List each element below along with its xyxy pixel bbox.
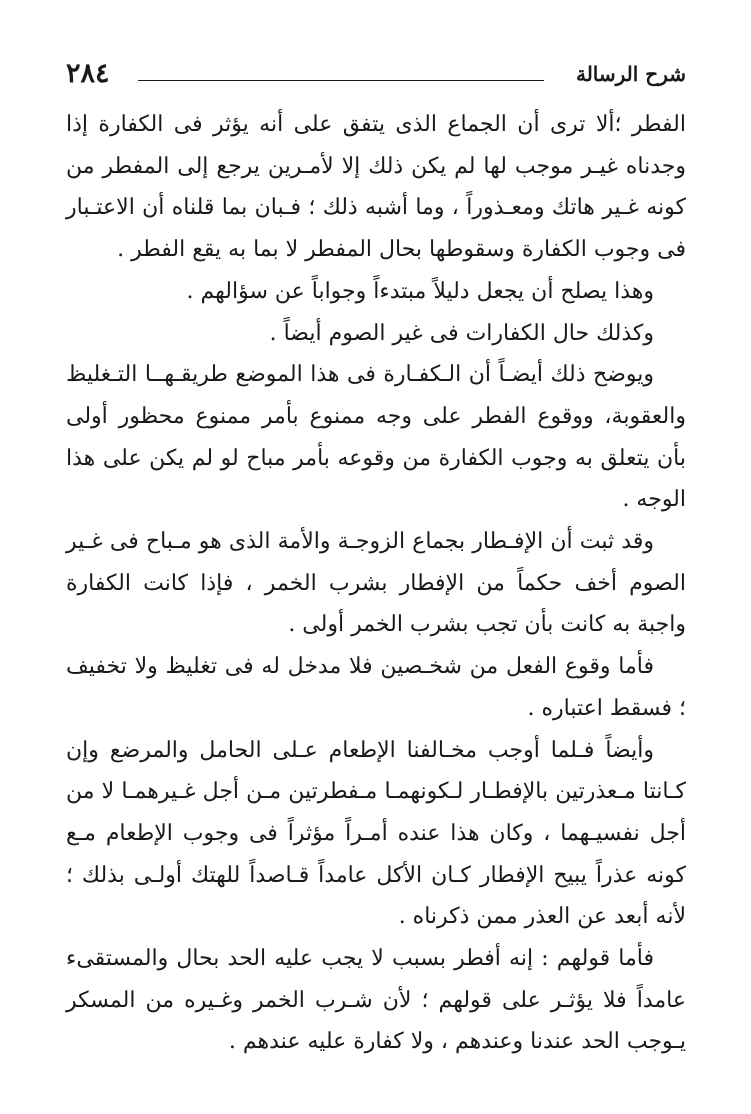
- page-number: ٢٨٤: [66, 58, 110, 89]
- paragraph-5: وقد ثبت أن الإفـطار بجماع الزوجـة والأمة الذى هو مـباح فى غـير الصوم أخف حكماً من الإفطار بشرب الخمر ، فإذا كانت الكفارة واجبة به كانت بأن تجب بشرب الخمر أولى .: [66, 529, 686, 638]
- paragraph-6: فأما وقوع الفعل من شخـصين فلا مدخل له فى تغليظ ولا تخفيف ؛ فسقط اعتباره .: [66, 654, 686, 721]
- paragraph-7: وأيضاً فـلما أوجب مخـالفنا الإطعام عـلى الحامل والمرضع وإن كـانتا مـعذرتين بالإفطـار لـكونهمـا مـفطرتين مـن أجل غـيرهمـا لا من أجل نفسيـهما ، وكان هذا عنده أمـراً مؤثراً فى وجوب الإطعام مـع كونه عذراً يبيح الإفطار كـان الأكل عامداً قـاصداً للهتك أولـى بذلك ؛لأنه أبعد عن العذر ممن ذكرناه .: [66, 737, 686, 930]
- running-title: شرح الرسالة: [575, 62, 686, 86]
- paragraph-4: ويوضح ذلك أيضـاً أن الـكفـارة فى هذا الموضع طريقـهــا التـغليظ والعقوبة، ووقوع الفطر على وجه ممنوع بأمر ممنوع محظور أولى بأن يتعلق به وجوب الكفارة من وقوعه بأمر مباح لو لم يكن على هذا الوجه .: [66, 362, 686, 513]
- page-header: [66, 58, 686, 94]
- body-text: [66, 104, 686, 1063]
- paragraph-8: فأما قولهم : إنه أفطر بسبب لا يجب عليه الحد بحال والمستقىء عامداً فلا يؤثـر على قولهم ؛ لأن شـرب الخمر وغـيره من المسكر يـوجب الحد عندنا وعندهم ، ولا كفارة عليه عندهم .: [66, 946, 686, 1055]
- paragraph-3: وكذلك حال الكفارات فى غير الصوم أيضاً .: [269, 320, 654, 346]
- paragraph-1: الفطر ؛ألا ترى أن الجماع الذى يتفق على أنه يؤثر فى الكفارة إذا وجدناه غيـر موجب لها لم يكن ذلك إلا لأمـرين يرجع إلى المفطر من كونه غـير هاتك ومعـذوراً ، وما أشبه ذلك ؛ فـبان بما قلناه أن الاعتـبار فى وجوب الكفارة وسقوطها بحال المفطر لا بما به يقع الفطر .: [66, 112, 686, 263]
- header-rule: [138, 80, 544, 81]
- paragraph-2: وهذا يصلح أن يجعل دليلاً مبتدءاً وجواباً عن سؤالهم .: [186, 278, 654, 304]
